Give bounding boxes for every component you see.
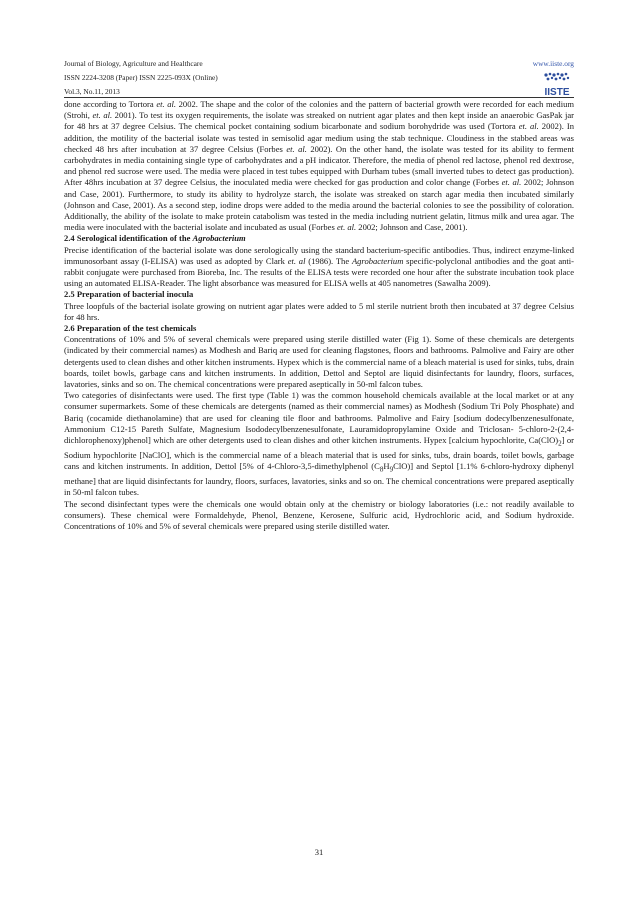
paragraph-chemicals-1: Concentrations of 10% and 5% of several chemicals were prepared using sterile distilled water (Fig 1). Some of these chemicals are detergents (indicated by their commercial names) as Modhesh and Bariq are used for cleaning flagstones, floors and bathrooms. Palmolive and Fairy are other detergents used to clean dishes and other kitchen instruments. Hypex which is the commercial name of a bleach material is used for sinks, tubs, drain boards, toilet bowls, garbage cans and kitchen instruments. In addition, Dettol and Septol are liquid disinfectants for laundry, floors, surfaces, lavatories, sinks and so on. The chemical concentrations were prepared aseptically in 50-ml falcon tubes. [64,334,574,390]
iiste-logo [542,71,572,99]
paragraph-inocula: Three loopfuls of the bacterial isolate growing on nutrient agar plates were added to 5 ml sterile nutrient broth then incubated at 37 degree Celsius for 48 hrs. [64,300,574,322]
paragraph-methods: done according to Tortora et. al. 2002. The shape and the color of the colonies and the pattern of bacterial growth were recorded for each medium (Strohi, et. al. 2001). To test its oxygen requirements, the isolate was streaked on nutrient agar plates and then kept inside an anaerobic GasPak jar for 48 hrs at 37 degree Celsius. The chemical pocket containing sodium bicarbonate and sodium borohydride was used (Tortora et. al. 2002). In addition, the motility of the bacterial isolate was tested in semisolid agar medium using the stab technique. Cloudiness in the stabbed areas was checked 48 hrs after incubation at 37 degree Celsius (Forbes et. al. 2002). On the other hand, the isolate was tested for its ability to ferment carbohydrates in media containing single type of carbohydrates and a pH indicator. Therefore, the media of phenol red lactose, phenol red dextrose, and phenol red sucrose were used. The media were placed in test tubes equipped with Durham tubes (small inverted tubes to detect gas production). After 48hrs incubation at 37 degree Celsius, the inoculated media were checked for gas production and color change (Forbes et. al. 2002; Johnson and Case, 2001). Furthermore, to study its ability to hydrolyze starch, the isolate was streaked on starch agar media then incubated similarly (Johnson and Case, 2001). As a second step, iodine drops were added to the media around the bacterial colonies to see the possibility of coloration. Additionally, the ability of the isolate to make protein catabolism was tested in the media including nutrient gelatin, litmus milk and urea agar. The media were inoculated with the bacterial isolate and incubated as usual (Forbes et. al. 2002; Johnson and Case, 2001). [64,99,575,233]
journal-title: Journal of Biology, Agriculture and Healthcare [64,59,203,68]
heading-section-2-4: 2.4 Serological identification of the Agrobacterium [64,233,246,244]
paragraph-serological: Precise identification of the bacterial isolate was done serologically using the standard bacterium-specific antibodies. Thus, indirect enzyme-linked immunosorbant assay (I-ELISA) was used as adopted by Clark et. al (1986). The Agrobacterium specific-polyclonal antibodies and the goat anti-rabbit conjugate were purchased from Bioreba, Inc. The results of the ELISA tests were recorded one hour after the substrate incubation took place using an automated ELISA-Reader. The light absorbance was measured for ELISA wells at 405 nanometres (Sawalha 2009). [64,244,574,289]
logo-text: IISTE [544,87,570,98]
paragraph-chemicals-2: Two categories of disinfectants were used. The first type (Table 1) was the common household chemicals available at the local market or at any consumer supermarkets. Some of these chemicals are detergents (named as their commercial names) as Modhesh (Sodium Tri Poly Phosphate) and Bariq (cocamide diethanolamine) that are used for cleaning tile floor and bathrooms. Palmolive and Fairy [sodium dodecylbenzenesulfonate, Ammonium C12-15 Pareth Sulfate, Magnesium Isododecylbenzenesulfonate, Lauramidopropylamine Oxide and Triclosan- 5-chloro-2-(2,4-dichlorophenoxy)phenol] which are other detergents used to clean dishes and other kitchen instruments. Hypex [calcium hypochlorite, $Ca(ClO)_2$] or Sodium hypochlorite [NaClO], which is the commercial name of a bleach material that is used for sinks, tubs, drain boards, toilet bowls, garbage cans and kitchen instruments. In addition, Dettol [5% of 4-Chloro-3,5-dimethylphenol $(C_8H_9ClO)$] and Septol [1.1% 6-chloro-hydroxy diphenyl methane] that are liquid disinfectants for laundry, floors, surfaces, lavatories, sinks and so on. The chemical concentrations were prepared aseptically in 50-ml falcon tubes. [64,390,575,498]
header-divider [64,97,574,98]
journal-issn: ISSN 2224-3208 (Paper) ISSN 2225-093X (Online) [64,73,218,82]
journal-website-link[interactable]: www.iiste.org [532,59,574,68]
paragraph-chemicals-3: The second disinfectant types were the chemicals one would obtain only at the chemistry or biology laboratories (i.e.: not readily available to consumers). These chemical were Formaldehyde, Phenol, Benzene, Kerosene, Sulfuric acid, Hydrochloric acid, and Sodium hydroxide. Concentrations of 10% and 5% of several chemicals were prepared using sterile distilled water. [64,498,574,531]
journal-volume: Vol.3, No.11, 2013 [64,87,120,96]
page-number: 31 [314,847,324,857]
article-body [64,99,574,532]
heading-section-2-5: 2.5 Preparation of bacterial inocula [64,289,194,300]
heading-section-2-6: 2.6 Preparation of the test chemicals [64,323,197,334]
journal-info [64,57,218,99]
